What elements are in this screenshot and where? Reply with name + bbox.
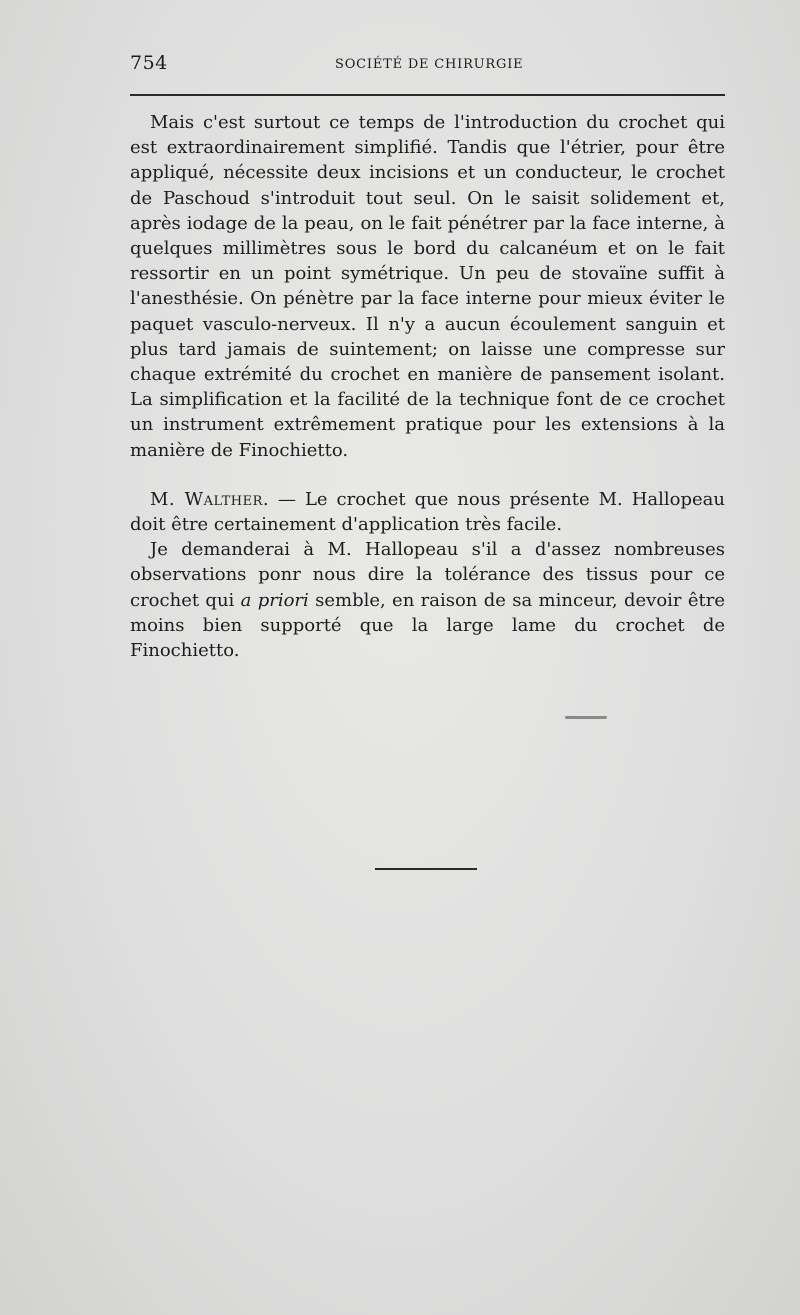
- page-number: 754: [130, 52, 168, 74]
- end-rule: [375, 868, 477, 870]
- paragraph-2: [130, 487, 725, 537]
- paragraph-3: [130, 537, 725, 663]
- paragraph-3-before: Je demanderai à M. Hallopeau s'il a d'assez nombreuses observations ponr nous dire la tolérance des tissus pour ce crochet qui: [130, 539, 725, 611]
- running-head: SOCIÉTÉ DE CHIRURGIE: [335, 57, 524, 72]
- paragraph-3-after: semble, en raison de sa minceur, devoir être moins bien supporté que la large lame du crochet de Finochietto.: [130, 589, 725, 662]
- speaker-name: M. Walther.: [150, 488, 270, 510]
- ink-smudge: [565, 716, 607, 719]
- header-rule: [130, 94, 725, 96]
- paragraph-1: Mais c'est surtout ce temps de l'introduction du crochet qui est extraordinairement simplifié. Tandis que l'étrier, pour être appliqué, nécessite deux incisions et un conducteur, le crochet de Paschoud s'introduit tout seul. On le saisit solidement et, après iodage de la peau, on le fait pénétrer par la face interne, à quelques millimètres sous le bord du calcanéum et on le fait ressortir en un point symétrique. Un peu de stovaïne suffit à l'anesthésie. On pénètre par la face interne pour mieux éviter le paquet vasculo-nerveux. Il n'y a aucun écoulement sanguin et plus tard jamais de suintement; on laisse une compresse sur chaque extrémité du crochet en manière de pansement isolant. La simplification et la facilité de la technique font de ce crochet un instrument extrêmement pratique pour les extensions à la manière de Finochietto.: [130, 112, 725, 461]
- paragraph-3-italic: a priori: [240, 589, 309, 611]
- body-text: [130, 110, 725, 663]
- paragraph-2-text: — Le crochet que nous présente M. Hallopeau doit être certainement d'application très facile.: [130, 488, 725, 536]
- page-header: [130, 52, 725, 76]
